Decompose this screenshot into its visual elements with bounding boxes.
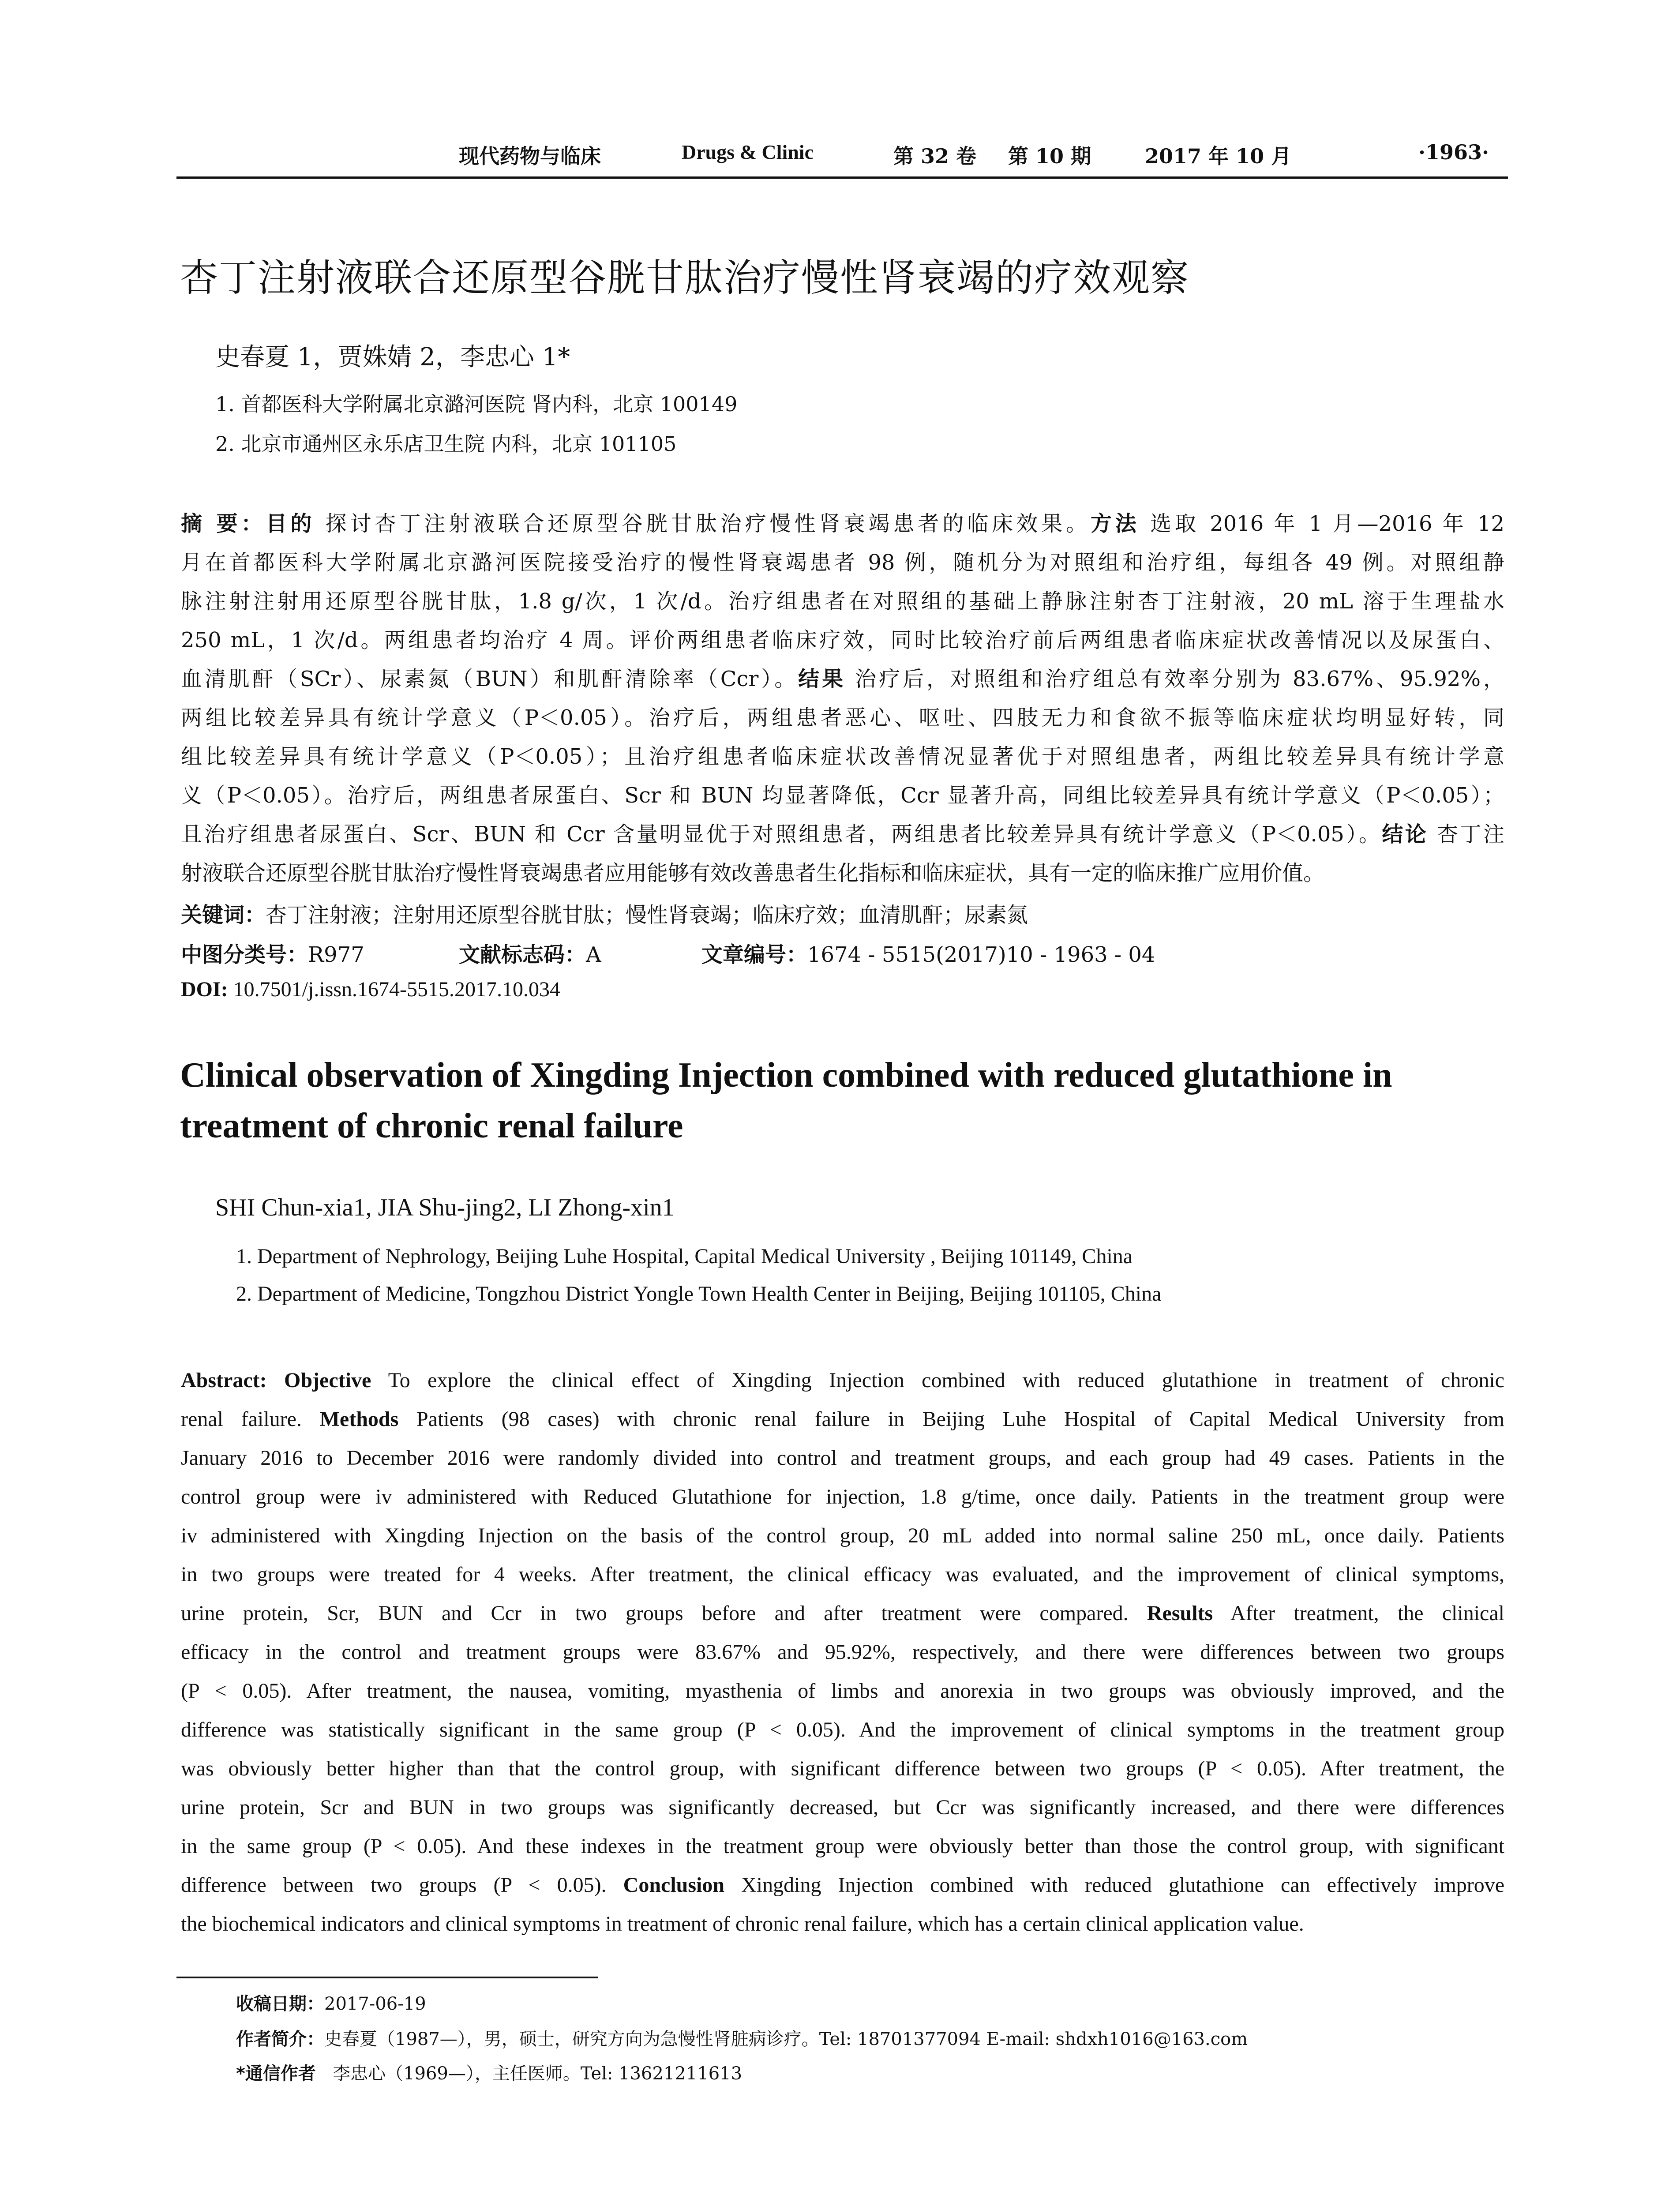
doi-value: 10.7501/j.issn.1674-5515.2017.10.034 [233,978,561,1001]
en-title: Clinical observation of Xingding Injection combined with reduced glutathione in treatment of chronic renal failure [180,1056,1392,1145]
cn-abstract-line: 月在首都医科大学附属北京潞河医院接受治疗的慢性肾衰竭患者 98 例，随机分为对照组和治疗组，每组各 49 例。对照组静 [181,550,1504,575]
en-abstract-line: in two groups were treated for 4 weeks. After treatment, the clinical efficacy was evaluated, and the improvement of clinical symptoms, [181,1563,1504,1586]
doi-label: DOI: [181,978,228,1001]
en-affiliation-1: 1. Department of Nephrology, Beijing Luhe Hospital, Capital Medical University , Beijing 101149, China [236,1245,1133,1268]
en-abstract-line: difference between two groups (P < 0.05). Conclusion Xingding Injection combined with reduced glutathione can effectively improve [181,1873,1504,1897]
en-abstract-line: urine protein, Scr, BUN and Ccr in two groups before and after treatment were compared. Results After treatment, the clinical [181,1602,1504,1625]
en-abstract-line: efficacy in the control and treatment groups were 83.67% and 95.92%, respectively, and there were differences between two groups [181,1640,1504,1664]
cn-title: 杏丁注射液联合还原型谷胱甘肽治疗慢性肾衰竭的疗效观察 [180,256,1189,300]
header-journal-cn: 现代药物与临床 [459,144,601,168]
header-journal-en: Drugs & Clinic [682,141,814,163]
cn-article-number [701,938,1155,968]
en-abstract-line: was obviously better higher than that the control group, with significant difference between two groups (P < 0.05). After treatment, the [181,1757,1504,1780]
clc-label: 中图分类号： [181,942,308,967]
footnote-author [236,2025,1248,2050]
keywords-label: 关键词： [181,903,266,927]
corresponding-label: *通信作者 [236,2063,316,2084]
cn-abstract-line: 脉注射注射用还原型谷胱甘肽，1.8 g/次，1 次/d。治疗组患者在对照组的基础上静脉注射杏丁注射液，20 mL 溶于生理盐水 [181,589,1504,614]
cn-authors: 史春夏 1，贾姝婧 2，李忠心 1* [215,343,570,371]
footnote-received [236,1990,426,2015]
article-number-label: 文章编号： [701,942,808,967]
cn-affiliation-2: 2. 北京市通州区永乐店卫生院 内科，北京 101105 [215,432,677,456]
cn-keywords [181,898,1028,928]
en-abstract-line: renal failure. Methods Patients (98 cases) with chronic renal failure in Beijing Luhe Hospital of Capital Medical University from [181,1407,1504,1431]
cn-abstract-line: 组比较差异具有统计学意义（P＜0.05）；且治疗组患者临床症状改善情况显著优于对照组患者，两组比较差异具有统计学意 [181,744,1504,769]
cn-abstract-line: 250 mL，1 次/d。两组患者均治疗 4 周。评价两组患者临床疗效，同时比较治疗前后两组患者临床症状改善情况以及尿蛋白、 [181,628,1504,653]
footnote-rule [176,1977,598,1978]
en-abstract-line: (P < 0.05). After treatment, the nausea, vomiting, myasthenia of limbs and anorexia in two groups was obviously improved, and the [181,1679,1504,1703]
doc-code-label: 文献标志码： [459,942,586,967]
cn-affiliation-1: 1. 首都医科大学附属北京潞河医院 肾内科，北京 100149 [215,392,738,416]
en-abstract-line: Abstract: Objective To explore the clinical effect of Xingding Injection combined with reduced glutathione in treatment of chronic [181,1369,1504,1392]
doi [181,977,560,1002]
article-number-value: 1674 - 5515(2017)10 - 1963 - 04 [807,942,1155,967]
cn-abstract-line: 摘 要：目的 探讨杏丁注射液联合还原型谷胱甘肽治疗慢性肾衰竭患者的临床效果。方法 选取 2016 年 1 月—2016 年 12 [181,511,1504,536]
header-issue: 第 10 期 [1008,144,1091,168]
en-affiliation-2: 2. Department of Medicine, Tongzhou District Yongle Town Health Center in Beijing, Beijing 101105, China [236,1282,1162,1306]
header-volume: 第 32 卷 [893,144,977,168]
received-date: 2017-06-19 [324,1994,426,2014]
en-abstract-line: iv administered with Xingding Injection on the basis of the control group, 20 mL added into normal saline 250 mL, once daily. Patients [181,1524,1504,1547]
header-rule [176,176,1508,179]
cn-clc [181,938,364,968]
cn-abstract-line: 两组比较差异具有统计学意义（P＜0.05）。治疗后，两组患者恶心、呕吐、四肢无力和食欲不振等临床症状均明显好转，同 [181,705,1504,730]
cn-abstract-line: 义（P＜0.05）。治疗后，两组患者尿蛋白、Scr 和 BUN 均显著降低，Ccr 显著升高，同组比较差异具有统计学意义（P＜0.05）； [181,783,1504,808]
en-abstract-line: control group were iv administered with Reduced Glutathione for injection, 1.8 g/time, once daily. Patients in the treatment group were [181,1485,1504,1508]
en-abstract-line: urine protein, Scr and BUN in two groups was significantly decreased, but Ccr was significantly increased, and there were differences [181,1796,1504,1819]
header-date: 2017 年 10 月 [1145,144,1292,168]
en-abstract-line: the biochemical indicators and clinical symptoms in treatment of chronic renal failure, which has a certain clinical application value. [181,1912,1304,1936]
cn-doc-code [459,938,601,968]
corresponding-author: 李忠心（1969—），主任医师。Tel: 13621211613 [333,2063,742,2084]
en-abstract-line: January 2016 to December 2016 were randomly divided into control and treatment groups, and each group had 49 cases. Patients in the [181,1446,1504,1470]
footnote-corresponding [236,2060,742,2085]
author-label: 作者简介： [236,2029,324,2049]
en-abstract-line: difference was statistically significant in the same group (P < 0.05). And the improvement of clinical symptoms in the treatment group [181,1718,1504,1741]
en-abstract-line: in the same group (P < 0.05). And these indexes in the treatment group were obviously better than those the control group, with significant [181,1835,1504,1858]
cn-abstract-line: 血清肌酐（SCr）、尿素氮（BUN）和肌酐清除率（Ccr）。结果 治疗后，对照组和治疗组总有效率分别为 83.67%、95.92%， [181,667,1504,691]
cn-abstract-line: 射液联合还原型谷胱甘肽治疗慢性肾衰竭患者应用能够有效改善患者生化指标和临床症状，具有一定的临床推广应用价值。 [181,861,1325,885]
doc-code-value: A [586,942,601,967]
header-page-number: ·1963· [1418,140,1489,164]
en-authors: SHI Chun-xia1, JIA Shu-jing2, LI Zhong-xin1 [215,1194,675,1221]
author-bio: 史春夏（1987—），男，硕士，研究方向为急慢性肾脏病诊疗。Tel: 18701377094 E-mail: shdxh1016@163.com [324,2029,1248,2049]
received-label: 收稿日期： [236,1994,324,2014]
clc-value: R977 [308,942,364,967]
cn-abstract-line: 且治疗组患者尿蛋白、Scr、BUN 和 Ccr 含量明显优于对照组患者，两组患者比较差异具有统计学意义（P＜0.05）。结论 杏丁注 [181,822,1504,847]
keywords-value: 杏丁注射液；注射用还原型谷胱甘肽；慢性肾衰竭；临床疗效；血清肌酐；尿素氮 [266,903,1028,927]
